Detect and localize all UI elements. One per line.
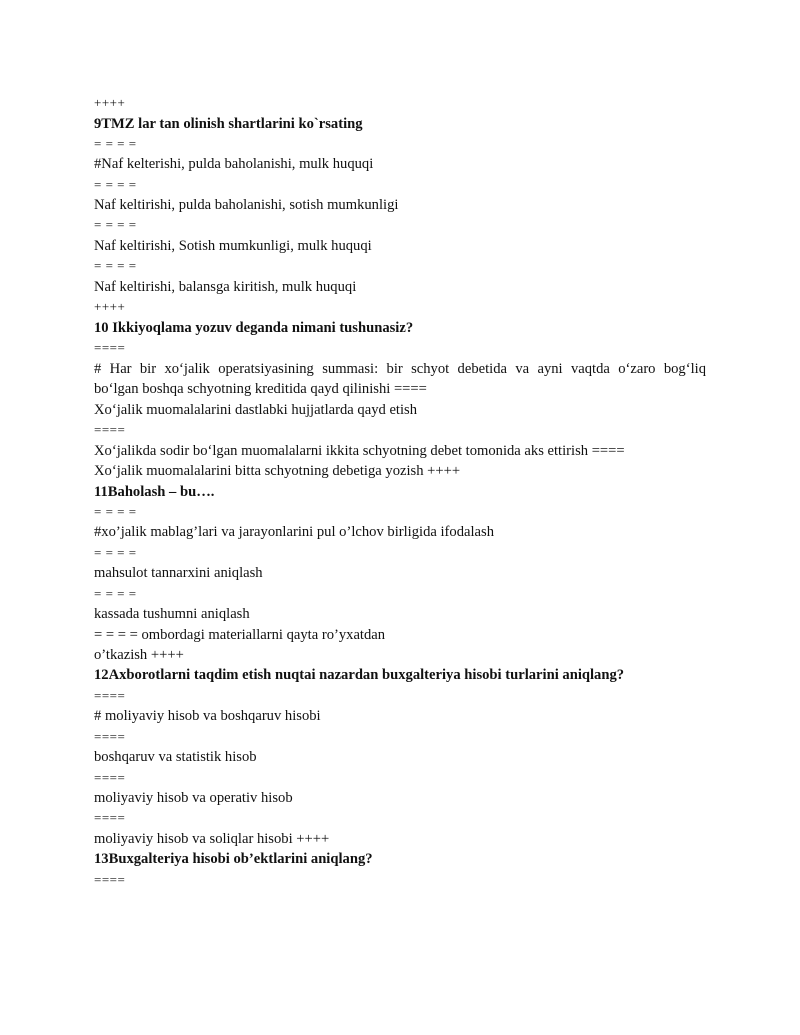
separator: = = = =	[94, 177, 137, 192]
separator: = = = =	[94, 217, 137, 232]
answer-option: # moliyaviy hisob va boshqaruv hisobi	[94, 708, 321, 724]
answer-option: # Har bir xo‘jalik operatsiyasining summasi: bir schyot debetida va ayni vaqtda o‘zaro bog‘liq	[94, 361, 706, 377]
answer-option: o’tkazish ++++	[94, 647, 184, 663]
answer-option: Naf keltirishi, Sotish mumkunligi, mulk huquqi	[94, 238, 372, 254]
answer-option: #Naf kelterishi, pulda baholanishi, mulk huquqi	[94, 156, 374, 172]
separator: ====	[94, 770, 126, 785]
answer-option: moliyaviy hisob va soliqlar hisobi ++++	[94, 831, 330, 847]
separator: ====	[94, 422, 126, 437]
answer-option: moliyaviy hisob va operativ hisob	[94, 790, 293, 806]
separator: = = = =	[94, 258, 137, 273]
separator: = = = =	[94, 545, 137, 560]
answer-option: mahsulot tannarxini aniqlash	[94, 565, 263, 581]
answer-option: #xo’jalik mablag’lari va jarayonlarini pul o’lchov birligida ifodalash	[94, 524, 494, 540]
answer-option: Naf keltirishi, balansga kiritish, mulk huquqi	[94, 279, 357, 295]
separator: ====	[94, 729, 126, 744]
answer-option: Xo‘jalikda sodir bo‘lgan muomalalarni ikkita schyotning debet tomonida aks ettirish ====	[94, 443, 625, 459]
answer-option: Xo‘jalik muomalalarini dastlabki hujjatlarda qayd etish	[94, 402, 418, 418]
answer-option: bo‘lgan boshqa schyotning kreditida qayd qilinishi ====	[94, 381, 427, 397]
question-11: 11Baholash – bu….	[94, 484, 215, 500]
question-10: 10 Ikkiyoqlama yozuv deganda nimani tushunasiz?	[94, 320, 414, 336]
separator: = = = =	[94, 136, 137, 151]
answer-option: Xo‘jalik muomalalarini bitta schyotning debetiga yozish ++++	[94, 463, 461, 479]
separator: ====	[94, 688, 126, 703]
question-9: 9TMZ lar tan olinish shartlarini ko`rsating	[94, 116, 363, 132]
answer-option: kassada tushumni aniqlash	[94, 606, 250, 622]
answer-option: = = = = ombordagi materiallarni qayta ro’yxatdan	[94, 627, 386, 643]
question-13: 13Buxgalteriya hisobi ob’ektlarini aniqlang?	[94, 851, 373, 867]
separator: ====	[94, 340, 126, 355]
answer-option: Naf keltirishi, pulda baholanishi, sotish mumkunligi	[94, 197, 399, 213]
question-12: 12Axborotlarni taqdim etish nuqtai nazardan buxgalteriya hisobi turlarini aniqlang?	[94, 667, 625, 683]
separator: ====	[94, 872, 126, 887]
separator: = = = =	[94, 586, 137, 601]
answer-option: boshqaruv va statistik hisob	[94, 749, 257, 765]
separator: ====	[94, 810, 126, 825]
separator: ++++	[94, 95, 126, 110]
separator: = = = =	[94, 504, 137, 519]
separator: ++++	[94, 299, 126, 314]
